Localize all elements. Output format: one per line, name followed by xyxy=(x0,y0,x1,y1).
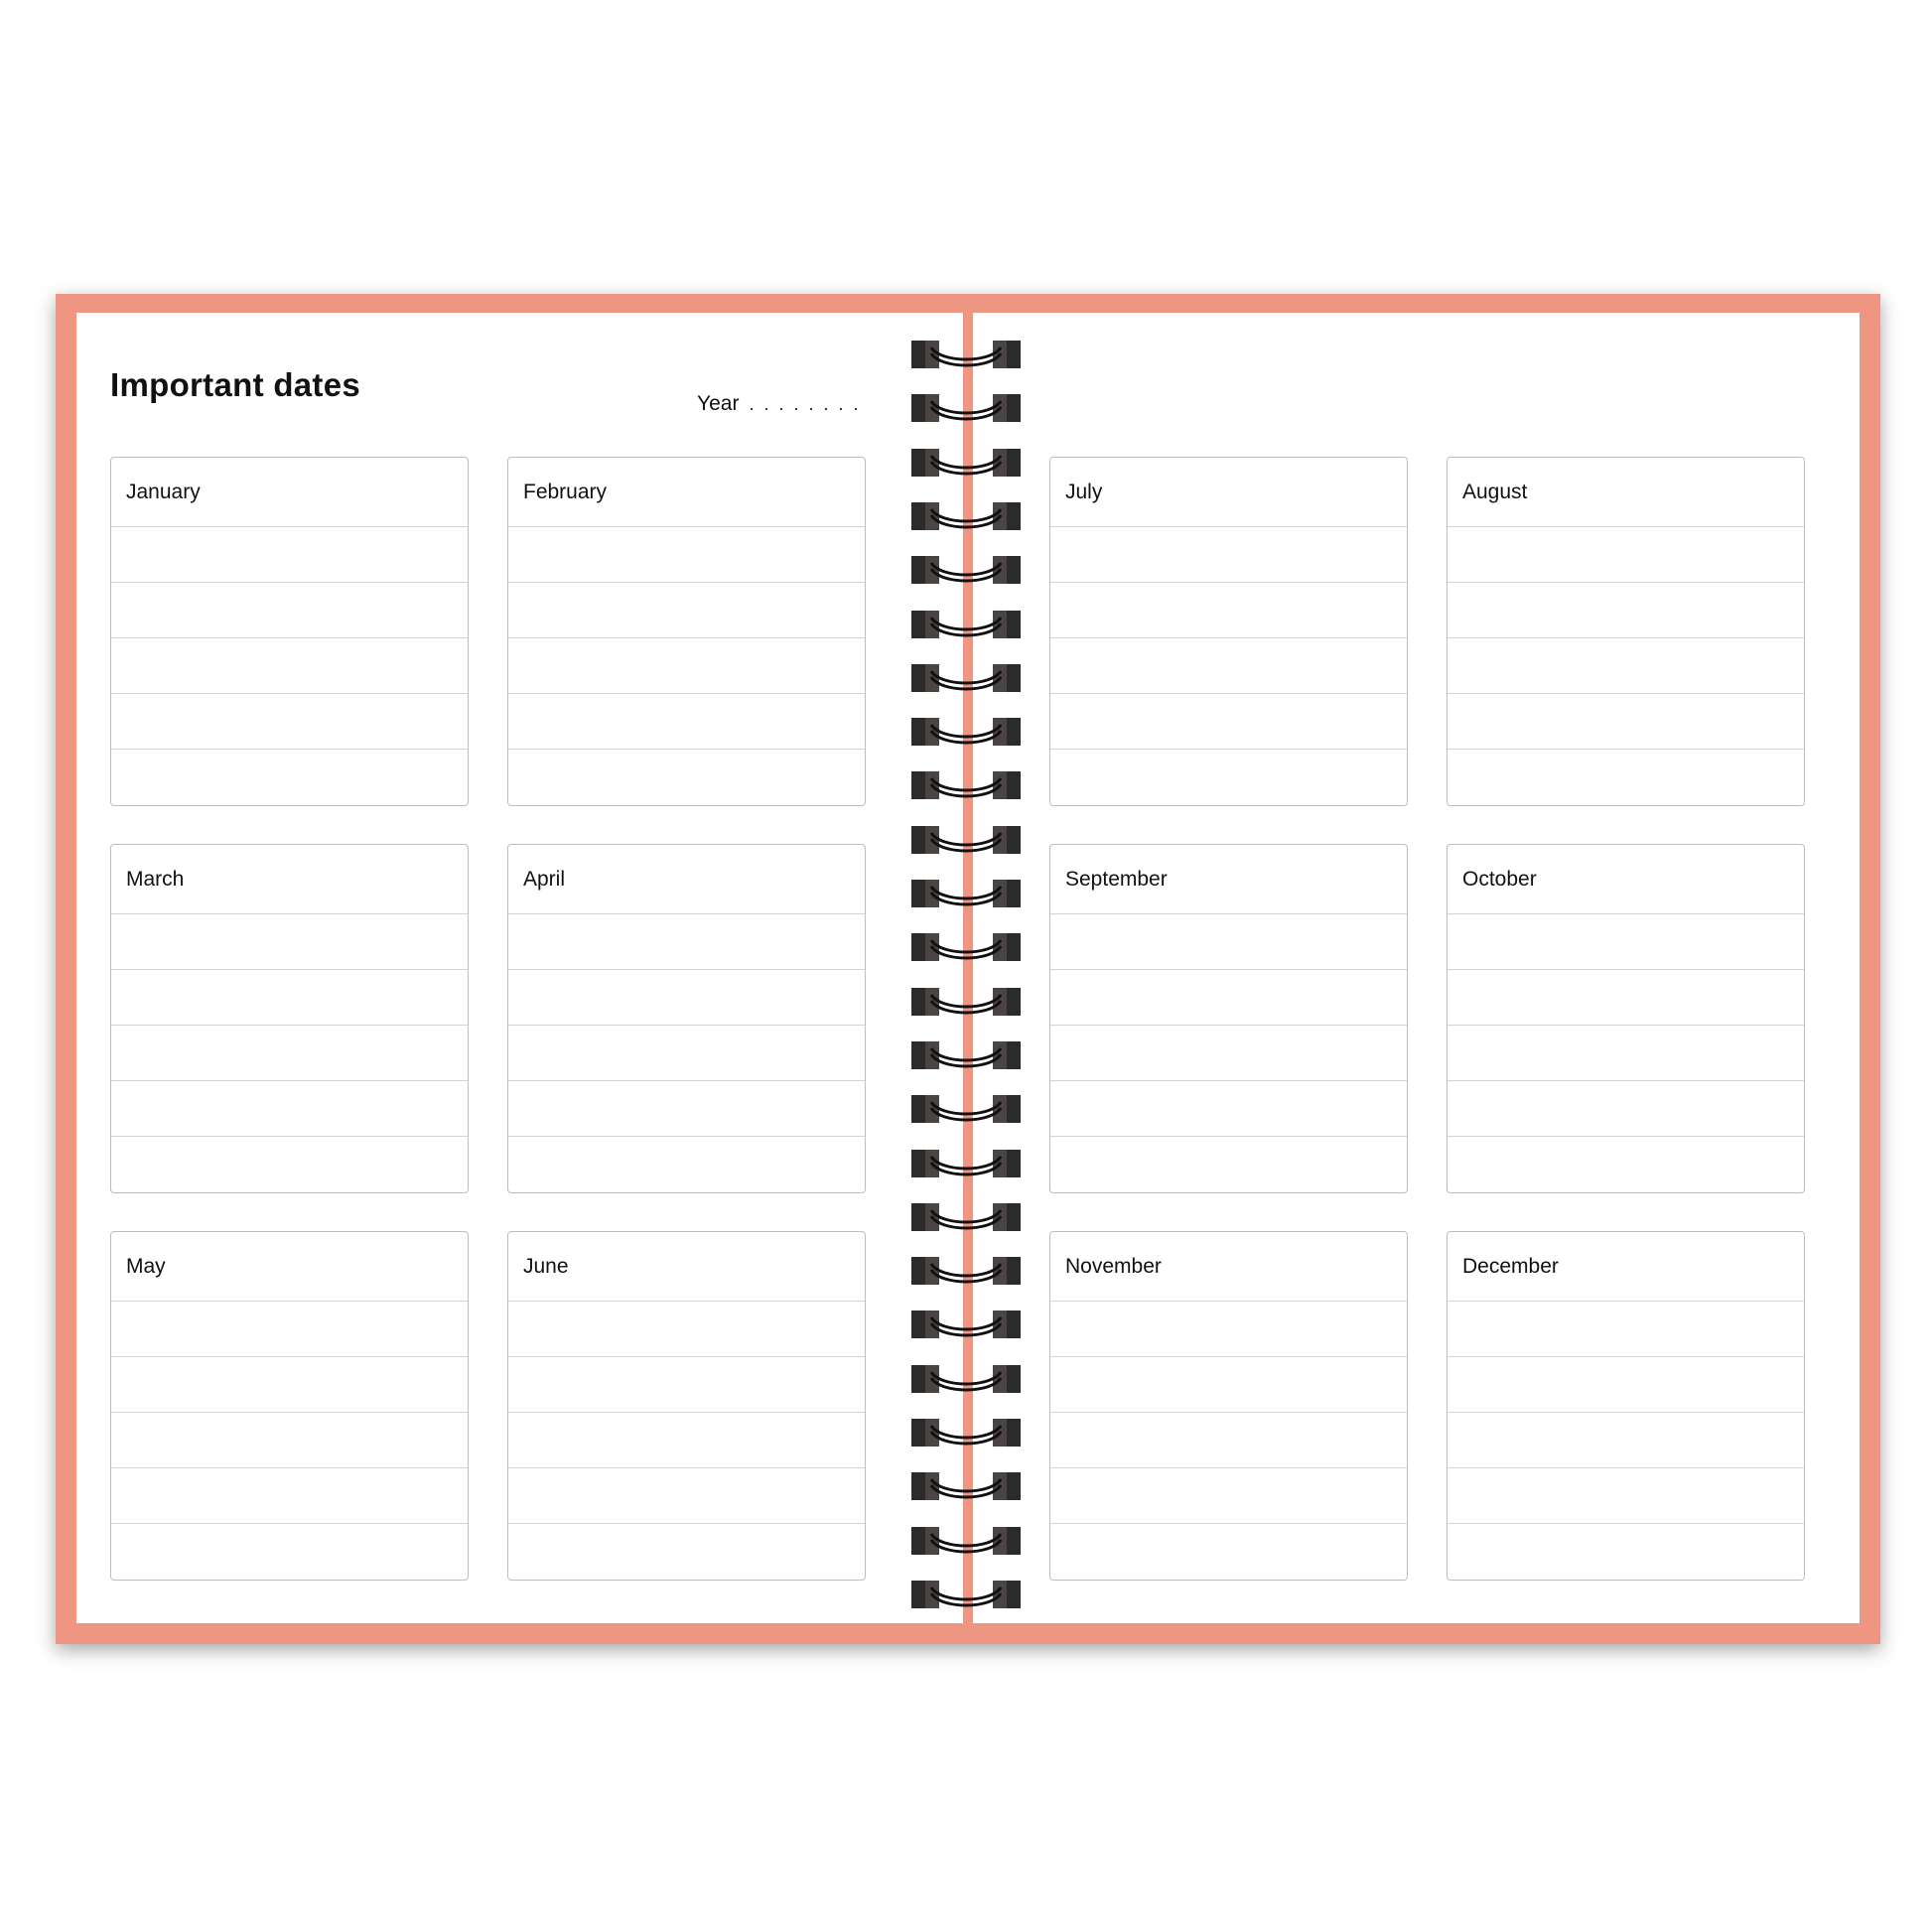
entry-line[interactable] xyxy=(1448,527,1804,583)
month-label: February xyxy=(508,458,865,527)
binding-ring xyxy=(911,610,1021,639)
month-box-august xyxy=(1447,457,1805,806)
binding-ring xyxy=(911,770,1021,800)
entry-line[interactable] xyxy=(508,750,865,805)
binding-ring xyxy=(911,555,1021,585)
month-label: July xyxy=(1050,458,1407,527)
month-label: January xyxy=(111,458,468,527)
binding-ring xyxy=(911,1580,1021,1609)
month-label: December xyxy=(1448,1232,1804,1302)
year-field[interactable] xyxy=(697,392,868,416)
entry-line[interactable] xyxy=(111,1026,468,1081)
binding-ring xyxy=(911,987,1021,1017)
entry-line[interactable] xyxy=(111,1137,468,1192)
entry-line[interactable] xyxy=(111,638,468,694)
entry-line[interactable] xyxy=(1050,638,1407,694)
entry-line[interactable] xyxy=(1448,1413,1804,1468)
entry-line[interactable] xyxy=(1448,970,1804,1026)
month-box-march xyxy=(110,844,469,1193)
entry-line[interactable] xyxy=(111,583,468,638)
binding-ring xyxy=(911,932,1021,962)
year-label: Year xyxy=(697,392,740,415)
binding-ring xyxy=(911,393,1021,423)
entry-line[interactable] xyxy=(1050,914,1407,970)
binding-ring xyxy=(911,825,1021,855)
binding-ring xyxy=(911,1526,1021,1556)
right-page xyxy=(973,313,1860,1623)
entry-line[interactable] xyxy=(1448,583,1804,638)
page-title: Important dates xyxy=(110,366,361,403)
binding-ring xyxy=(911,1471,1021,1501)
month-box-december xyxy=(1447,1231,1805,1581)
binding-ring xyxy=(911,879,1021,908)
entry-line[interactable] xyxy=(508,583,865,638)
month-label: May xyxy=(111,1232,468,1302)
entry-line[interactable] xyxy=(1050,1026,1407,1081)
entry-line[interactable] xyxy=(1448,914,1804,970)
entry-line[interactable] xyxy=(111,1413,468,1468)
entry-line[interactable] xyxy=(1448,638,1804,694)
binding-ring xyxy=(911,340,1021,369)
entry-line[interactable] xyxy=(1050,1137,1407,1192)
binding-ring xyxy=(911,1256,1021,1286)
month-box-june xyxy=(507,1231,866,1581)
month-label: October xyxy=(1448,845,1804,914)
month-box-january xyxy=(110,457,469,806)
entry-line[interactable] xyxy=(508,1302,865,1357)
month-label: June xyxy=(508,1232,865,1302)
binding-ring xyxy=(911,1310,1021,1339)
entry-line[interactable] xyxy=(508,1468,865,1524)
month-box-may xyxy=(110,1231,469,1581)
entry-line[interactable] xyxy=(111,1524,468,1580)
entry-line[interactable] xyxy=(1050,1357,1407,1413)
binding-ring xyxy=(911,717,1021,747)
entry-line[interactable] xyxy=(1448,1081,1804,1137)
binding-ring xyxy=(911,448,1021,478)
entry-line[interactable] xyxy=(1050,1468,1407,1524)
entry-line[interactable] xyxy=(1050,1081,1407,1137)
month-label: November xyxy=(1050,1232,1407,1302)
entry-line[interactable] xyxy=(508,1081,865,1137)
entry-line[interactable] xyxy=(508,638,865,694)
month-box-september xyxy=(1049,844,1408,1193)
month-label: August xyxy=(1448,458,1804,527)
month-box-april xyxy=(507,844,866,1193)
month-box-november xyxy=(1049,1231,1408,1581)
entry-line[interactable] xyxy=(1448,1524,1804,1580)
entry-line[interactable] xyxy=(508,970,865,1026)
binding-ring xyxy=(911,663,1021,693)
entry-line[interactable] xyxy=(1050,970,1407,1026)
entry-line[interactable] xyxy=(1448,1357,1804,1413)
left-page xyxy=(76,313,963,1623)
entry-line[interactable] xyxy=(1050,1413,1407,1468)
entry-line[interactable] xyxy=(111,1081,468,1137)
month-label: September xyxy=(1050,845,1407,914)
entry-line[interactable] xyxy=(1050,1302,1407,1357)
entry-line[interactable] xyxy=(1050,527,1407,583)
entry-line[interactable] xyxy=(111,694,468,750)
entry-line[interactable] xyxy=(508,694,865,750)
binding-ring xyxy=(911,1418,1021,1448)
entry-line[interactable] xyxy=(111,1357,468,1413)
binding-ring xyxy=(911,1202,1021,1232)
entry-line[interactable] xyxy=(1448,1137,1804,1192)
month-label: April xyxy=(508,845,865,914)
entry-line[interactable] xyxy=(508,1357,865,1413)
entry-line[interactable] xyxy=(1050,1524,1407,1580)
entry-line[interactable] xyxy=(1448,694,1804,750)
entry-line[interactable] xyxy=(111,750,468,805)
entry-line[interactable] xyxy=(1050,583,1407,638)
entry-line[interactable] xyxy=(111,1302,468,1357)
entry-line[interactable] xyxy=(111,1468,468,1524)
binding-ring xyxy=(911,501,1021,531)
entry-line[interactable] xyxy=(508,1524,865,1580)
month-box-july xyxy=(1049,457,1408,806)
entry-line[interactable] xyxy=(508,527,865,583)
entry-line[interactable] xyxy=(1448,1468,1804,1524)
entry-line[interactable] xyxy=(508,914,865,970)
month-box-october xyxy=(1447,844,1805,1193)
binding-ring xyxy=(911,1149,1021,1178)
entry-line[interactable] xyxy=(111,527,468,583)
binding-ring xyxy=(911,1094,1021,1124)
binding-ring xyxy=(911,1364,1021,1394)
entry-line[interactable] xyxy=(1448,750,1804,805)
entry-line[interactable] xyxy=(111,970,468,1026)
entry-line[interactable] xyxy=(1050,750,1407,805)
binding-ring xyxy=(911,1040,1021,1070)
entry-line[interactable] xyxy=(1050,694,1407,750)
entry-line[interactable] xyxy=(111,914,468,970)
month-box-february xyxy=(507,457,866,806)
entry-line[interactable] xyxy=(508,1413,865,1468)
month-label: March xyxy=(111,845,468,914)
entry-line[interactable] xyxy=(1448,1026,1804,1081)
entry-line[interactable] xyxy=(508,1026,865,1081)
entry-line[interactable] xyxy=(1448,1302,1804,1357)
entry-line[interactable] xyxy=(508,1137,865,1192)
year-dots: ........ xyxy=(749,394,869,414)
spiral-binding xyxy=(911,340,1021,1610)
